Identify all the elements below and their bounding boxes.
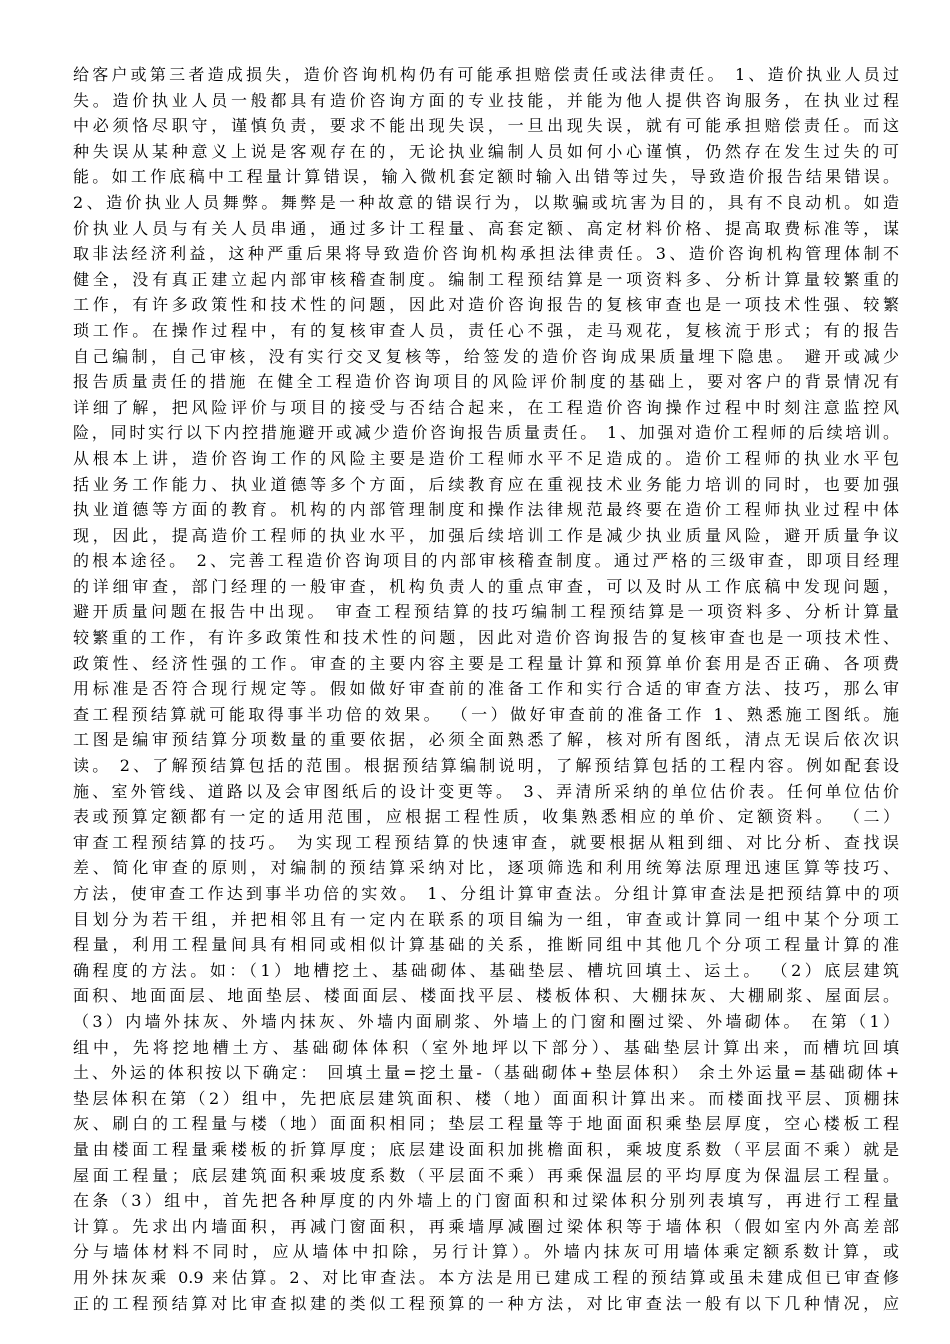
text-line: 中必须恪尽职守，谨慎负责，要求不能出现失误，一旦出现失误，就有可能承担赔偿责任。而这 (73, 116, 899, 136)
text-line: 用外抹灰乘 0.9 来估算。2、对比审查法。本方法是用已建成工程的预结算或虽未建成但已审查修 (73, 1267, 899, 1287)
text-line: 用标准是否符合现行规定等。假如做好审查前的准备工作和实行合适的审查方法、技巧，那么审 (73, 679, 899, 699)
text-line: 土、外运的体积按以下确定： 回填土量=挖土量-（基础砌体+垫层体积） 余土外运量=基础砌体+ (73, 1063, 899, 1083)
text-line: 执业道德等方面的教育。机构的内部管理制度和操作法律规范最终要在造价工程师执业过程中体 (73, 500, 899, 520)
text-line: 确程度的方法。如：（1）地槽挖土、基础砌体、基础垫层、槽坑回填土、运土。 （2）底层建筑 (73, 960, 899, 980)
text-line: 垫层体积在第（2）组中，先把底层建筑面积、楼（地）面面积计算出来。而楼面找平层、顶棚抹 (73, 1088, 899, 1108)
text-line: 正的工程预结算对比审查拟建的类似工程预算的一种方法，对比审查法一般有以下几种情况，应 (73, 1293, 899, 1313)
text-line: 从根本上讲，造价咨询工作的风险主要是造价工程师水平不足造成的。造价工程师的执业水平包 (73, 448, 899, 468)
text-line: 2、造价执业人员舞弊。舞弊是一种故意的错误行为，以欺骗或坑害为目的，具有不良动机。如造 (73, 192, 899, 212)
text-line: 量由楼面工程量乘楼板的折算厚度；底层建设面积加挑檐面积，乘坡度系数（平层面不乘）就是 (73, 1139, 899, 1159)
text-line: 详细了解，把风险评价与项目的接受与否结合起来，在工程造价咨询操作过程中时刻注意监控风 (73, 397, 899, 417)
text-line: 括业务工作能力、执业道德等多个方面，后续教育应在重视技术业务能力培训的同时，也要加强 (73, 474, 899, 494)
text-line: 分与墙体材料不同时，应从墙体中扣除，另行计算）。外墙内抹灰可用墙体乘定额系数计算，或 (73, 1242, 899, 1262)
text-line: 报告质量责任的措施 在健全工程造价咨询项目的风险评价制度的基础上，要对客户的背景情况有 (73, 372, 899, 392)
text-line: 种失误从某种意义上说是客观存在的，无论执业编制人员如何小心谨慎，仍然存在发生过失的可 (73, 141, 899, 161)
text-line: 施、室外管线、道路以及会审图纸后的设计变更等。 3、弄清所采纳的单位估价表。任何单位估价 (73, 781, 899, 801)
text-line: 表或预算定额都有一定的适用范围，应根据工程性质，收集熟悉相应的单价、定额资料。 （二） (73, 807, 899, 827)
text-line: 的详细审查，部门经理的一般审查，机构负责人的重点审查，可以及时从工作底稿中发现问题， (73, 576, 899, 596)
text-line: 灰、刷白的工程量与楼（地）面面积相同；垫层工程量等于地面面积乘垫层厚度，空心楼板工程 (73, 1114, 899, 1134)
text-line: 工作，有许多政策性和技术性的问题，因此对造价咨询报告的复核审查也是一项技术性强、较繁 (73, 295, 899, 315)
text-line: 屋面工程量；底层建筑面积乘坡度系数（平层面不乘）再乘保温层的平均厚度为保温层工程量。 (73, 1165, 899, 1185)
text-line: 避开质量问题在报告中出现。 审查工程预结算的技巧编制工程预结算是一项资料多、分析计算量 (73, 602, 899, 622)
text-line: 政策性、经济性强的工作。审查的主要内容主要是工程量计算和预算单价套用是否正确、各项费 (73, 653, 899, 673)
text-line: 价执业人员与有关人员串通，通过多计工程量、高套定额、高定材料价格、提高取费标准等，谋 (73, 218, 899, 238)
text-line: 健全，没有真正建立起内部审核稽查制度。编制工程预结算是一项资料多、分析计算量较繁重的 (73, 269, 899, 289)
text-line: 组中，先将挖地槽土方、基础砌体体积（室外地坪以下部分）、基础垫层计算出来，而槽坑回填 (73, 1037, 899, 1057)
text-line: 审查工程预结算的技巧。 为实现工程预结算的快速审查，就要根据从粗到细、对比分析、查找误 (73, 832, 899, 852)
text-line: 工图是编审预结算分项数量的重要依据，必须全面熟悉了解，核对所有图纸，清点无误后依次识 (73, 730, 899, 750)
text-line: 失。造价执业人员一般都具有造价咨询方面的专业技能，并能为他人提供咨询服务，在执业过程 (73, 90, 899, 110)
text-line: 取非法经济利益，这种严重后果将导致造价咨询机构承担法律责任。3、造价咨询机构管理体制不 (73, 244, 899, 264)
text-line: 方法，使审查工作达到事半功倍的实效。 1、分组计算审查法。分组计算审查法是把预结算中的项 (73, 884, 899, 903)
text-line: 能。如工作底稿中工程量计算错误，输入微机套定额时输入出错等过失，导致造价报告结果错误。 (73, 167, 899, 187)
text-line: 现，因此，提高造价工程师的执业水平，加强后续培训工作是减少执业质量风险，避开质量争议 (73, 525, 899, 545)
text-line: 程量，利用工程量间具有相同或相似计算基础的关系，推断同组中其他几个分项工程量计算的准 (73, 935, 899, 955)
text-line: 给客户或第三者造成损失，造价咨询机构仍有可能承担赔偿责任或法律责任。 1、造价执业人员过 (73, 65, 899, 84)
text-line: 的根本途径。 2、完善工程造价咨询项目的内部审核稽查制度。通过严格的三级审查，即项目经理 (73, 551, 899, 571)
text-line: （3）内墙外抹灰、外墙内抹灰、外墙内面刷浆、外墙上的门窗和圈过梁、外墙砌体。 在第（1） (73, 1011, 899, 1031)
text-line: 目划分为若干组，并把相邻且有一定内在联系的项目编为一组，审查或计算同一组中某个分项工 (73, 909, 899, 929)
text-line: 面积、地面面层、地面垫层、楼面面层、楼面找平层、楼板体积、大棚抹灰、大棚刷浆、屋面层。 (73, 986, 899, 1006)
text-line: 读。 2、了解预结算包括的范围。根据预结算编制说明，了解预结算包括的工程内容。例如配套设 (73, 756, 899, 776)
text-line: 查工程预结算就可能取得事半功倍的效果。 （一）做好审查前的准备工作 1、熟悉施工图纸。施 (73, 704, 899, 724)
text-line: 琐工作。在操作过程中，有的复核审查人员，责任心不强，走马观花，复核流于形式；有的报告 (73, 320, 899, 340)
text-line: 险，同时实行以下内控措施避开或减少造价咨询报告质量责任。 1、加强对造价工程师的后续培训。 (73, 423, 899, 443)
text-line: 在条（3）组中，首先把各种厚度的内外墙上的门窗面积和过梁体积分别列表填写，再进行工程量 (73, 1191, 899, 1211)
text-line: 计算。先求出内墙面积，再减门窗面积，再乘墙厚减圈过梁体积等于墙体积（假如室内外高差部 (73, 1216, 899, 1236)
text-line: 自己编制，自己审核，没有实行交叉复核等，给签发的造价咨询成果质量埋下隐患。 避开或减少 (73, 346, 899, 366)
document-body (73, 62, 899, 1316)
text-line: 差、简化审查的原则，对编制的预结算采纳对比，逐项筛选和利用统筹法原理迅速匡算等技巧、 (73, 858, 899, 878)
text-line: 较繁重的工作，有许多政策性和技术性的问题，因此对造价咨询报告的复核审查也是一项技术性、 (73, 628, 899, 648)
